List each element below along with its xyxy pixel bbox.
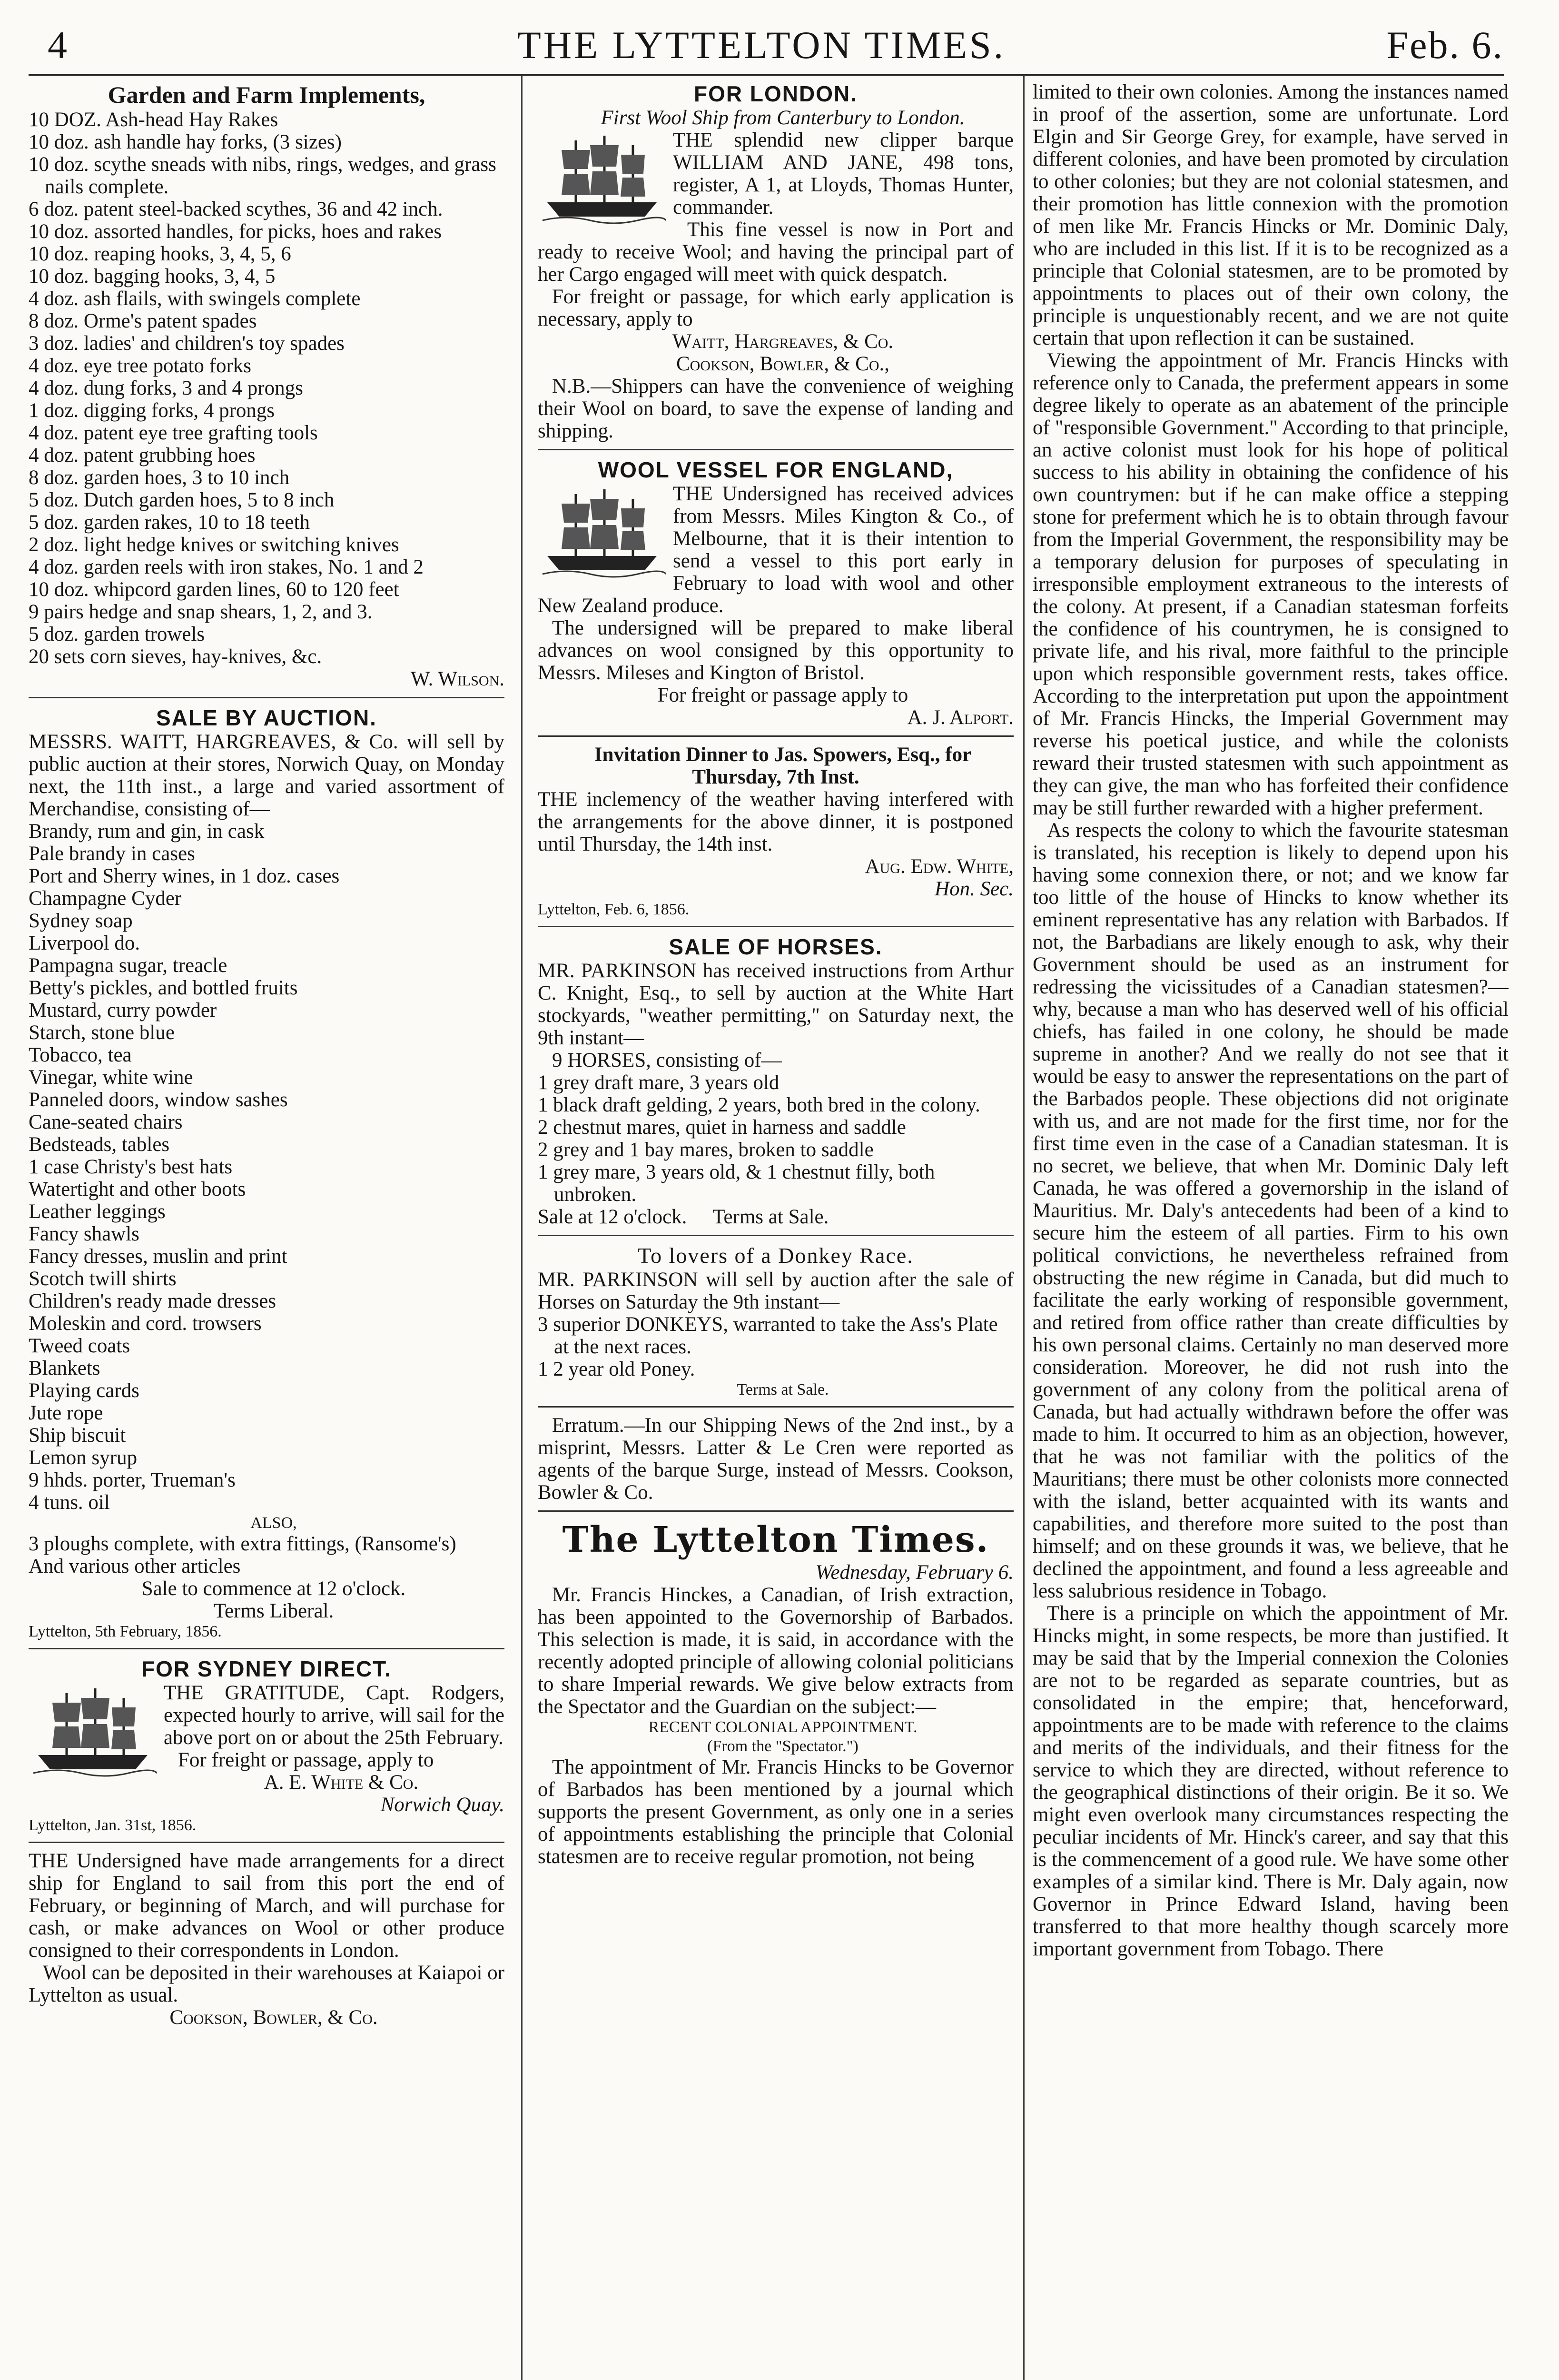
- ship-icon: [538, 485, 666, 580]
- article-paragraph: limited to their own colonies. Among the instances named in proof of the assertion, some are unfortunate. Lord Elgin and Sir George Grey, for example, have served in different colonies, and have been promoted by circulation to other colonies; but they are not colonial statesmen, and their promotion has little connexion with the promotion of men like Mr. Francis Hincks or Mr. Dominic Daly, who are included in this list. If it is to be recognized as a principle that Colonial statesmen, are to be promoted by appointments to places out of their own colony, the principle is unquestionably recent, and we are not quite certain that upon reflection it can be sustained.: [1033, 81, 1509, 349]
- list-item: Bedsteads, tables: [29, 1133, 170, 1156]
- list-item: Moleskin and cord. trowsers: [29, 1312, 262, 1335]
- signature: Cookson, Bowler, & Co.: [169, 2006, 378, 2029]
- ad-body-3: For freight or passage apply to: [657, 684, 908, 706]
- list-item: Fancy shawls: [29, 1223, 139, 1245]
- signature: W. Wilson.: [410, 668, 504, 690]
- agent: Cookson, Bowler, & Co.,: [676, 353, 890, 375]
- ad-heading: SALE OF HORSES.: [669, 934, 883, 959]
- list-item: 10 doz. scythe sneads with nibs, rings, wedges, and grass nails complete.: [29, 153, 496, 198]
- list-item: 4 doz. patent grubbing hoes: [29, 444, 256, 466]
- also-label: ALSO,: [250, 1514, 297, 1532]
- divider: [538, 926, 1014, 927]
- sydney-ad: [29, 1656, 504, 1835]
- dateline: Lyttelton, Jan. 31st, 1856.: [29, 1816, 197, 1834]
- divider: [29, 1648, 504, 1649]
- article-paragraph: Viewing the appointment of Mr. Francis Hincks with reference only to Canada, the preferment appears in some degree likely to operate as an abatement of the principle of "responsible Government." According to that principle, an active colonist must look for his hope of political success to his ability in obtaining the confidence of his own countrymen: but if he can make office a stepping stone for preferment which he is to obtain through favour from the Imperial Government, the responsibility may be a temporary delusion for purposes of speculating in irresponsible employment extraneous to the interests of the colony. At present, if a Canadian statesman forfeits the confidence of his countrymen, he is consigned to private life, and his rival, more faithful to the principle upon which responsible government rests, takes office. According to the interpretation put upon the appointment of Mr. Francis Hincks, the Imperial Government may reverse his poetical justice, and while the colonists reward their trusted statesmen with such appointment as they can give, the man who has forfeited their confidence may be still further rewarded with a higher preferment.: [1033, 349, 1509, 819]
- sale-commence: Sale to commence at 12 o'clock.: [141, 1577, 406, 1600]
- implement-list: [29, 109, 504, 668]
- list-item: 4 tuns. oil: [29, 1491, 110, 1514]
- nameplate: The Lyttelton Times.: [562, 1519, 989, 1560]
- agent: Waitt, Hargreaves, & Co.: [672, 330, 894, 353]
- list-item: Scotch twill shirts: [29, 1268, 177, 1290]
- column-1: [29, 81, 504, 2380]
- ad-heading: FOR LONDON.: [694, 81, 858, 106]
- divider: [29, 697, 504, 698]
- article-paragraph: As respects the colony to which the favourite statesman is translated, his reception is likely to depend upon his having some connexion there, or not; and we know far too little of the house of Hincks to know whether its eminent representative has any relation with Barbados. If not, the Barbadians are likely enough to ask, why their Government should be used as an instrument for redressing the vicissitudes of a Canadian statesmen?—why, because a man who has deserved well of his official chiefs, has failed in one colony, he should be made supreme in another? And we really do not see that it would be easy to answer the representations on the part of the Barbados people. These objections did not originate with us, and are not made for the first time, nor for the first time even in the case of a Canadian statesman. It is no secret, we believe, that when Mr. Dominic Daly left Canada, he was offered a governorship in the island of Mauritius. Mr. Daly's antecedents had been of a kind to secure him the esteem of all parties. Firm to his own political convictions, he nevertheless refrained from obstructing the new régime in Canada, but did much to facilitate the early working of responsible government, and retired from office rather than create difficulties by his own personal claims. Certainly no man deserved more consideration. Moreover, he did not rush into the government of any colony from the political arena of Canada, but had actually withdrawn before the offer was made to him. It occurred to him as an objection, however, that he was not familiar with the politics of the Mauritians; there must be other colonists more connected with the island, better acquainted with its wants and capabilities, and therefore more suited to the post than himself; and on these grounds it was, we believe, that he declined the appointment, and found a less agreeable and less salubrious residence in Tobago.: [1033, 819, 1509, 1602]
- list-item: Lemon syrup: [29, 1447, 138, 1469]
- list-item: 3 superior DONKEYS, warranted to take the Ass's Plate at the next races.: [538, 1313, 998, 1358]
- list-item: 1 case Christy's best hats: [29, 1156, 233, 1178]
- article-subhead: RECENT COLONIAL APPOINTMENT.: [648, 1718, 918, 1736]
- list-item: Leather leggings: [29, 1200, 166, 1223]
- terms: Terms Liberal.: [213, 1600, 334, 1622]
- list-item: 2 chestnut mares, quiet in harness and saddle: [538, 1116, 906, 1139]
- list-item: Jute rope: [29, 1402, 103, 1424]
- ad-body: THE Undersigned has received advices from Messrs. Miles Kington & Co., of Melbourne, that it is their intention to send a vessel to this port early in February to load with wool and other New Zealand produce.: [538, 483, 1014, 617]
- list-item: Port and Sherry wines, in 1 doz. cases: [29, 865, 340, 887]
- list-item: 5 doz. garden trowels: [29, 623, 205, 645]
- divider: [538, 1406, 1014, 1408]
- ship-icon: [538, 131, 666, 226]
- list-item: Tweed coats: [29, 1335, 130, 1357]
- list-item: 1 2 year old Poney.: [538, 1358, 695, 1380]
- list-item: 4 doz. patent eye tree grafting tools: [29, 422, 318, 444]
- ad-body-3: For freight or passage, for which early application is necessary, apply to: [538, 286, 1014, 330]
- list-item: 10 doz. ash handle hay forks, (3 sizes): [29, 131, 342, 153]
- signature-title: Hon. Sec.: [935, 878, 1014, 900]
- donkey-list: [538, 1313, 1014, 1380]
- masthead-rule: [29, 74, 1504, 76]
- divider: [538, 1510, 1014, 1512]
- ad-subheading: First Wool Ship from Canterbury to London.: [601, 107, 965, 129]
- terms: Terms at Sale.: [712, 1206, 829, 1228]
- ad-heading: FOR SYDNEY DIRECT.: [141, 1656, 392, 1681]
- london-ad: [538, 81, 1014, 442]
- wool-vessel-ad: [538, 457, 1014, 729]
- ad-body: THE GRATITUDE, Capt. Rodgers, expected hourly to arrive, will sail for the above port on or about the 25th February.: [164, 1682, 504, 1749]
- list-item: Watertight and other boots: [29, 1178, 246, 1200]
- article-body: The appointment of Mr. Francis Hincks to be Governor of Barbados has been mentioned by a journal which supports the present Government, as only one in a series of appointments establishing the principle that Colonial statesmen are to receive regular promotion, not being: [538, 1756, 1014, 1868]
- also-text-2: And various other articles: [29, 1555, 241, 1577]
- list-item: 10 doz. reaping hooks, 3, 4, 5, 6: [29, 243, 291, 265]
- list-item: Starch, stone blue: [29, 1021, 175, 1044]
- issue-date: Feb. 6.: [1386, 23, 1504, 67]
- list-item: 1 doz. digging forks, 4 prongs: [29, 399, 275, 422]
- list-item: Children's ready made dresses: [29, 1290, 276, 1312]
- signature: Aug. Edw. White,: [865, 855, 1014, 878]
- auction-ad: [29, 705, 504, 1641]
- horse-count: 9 HORSES, consisting of—: [552, 1049, 782, 1071]
- list-item: 10 doz. whipcord garden lines, 60 to 120 feet: [29, 578, 399, 601]
- dateline: Lyttelton, Feb. 6, 1856.: [538, 901, 690, 918]
- ad-heading: WOOL VESSEL FOR ENGLAND,: [598, 457, 954, 482]
- dinner-notice: [538, 744, 1014, 919]
- list-item: 8 doz. Orme's patent spades: [29, 310, 257, 332]
- divider: [29, 1842, 504, 1843]
- list-item: Sydney soap: [29, 910, 133, 932]
- column-3: [1033, 81, 1509, 2380]
- notice-heading: Invitation Dinner to Jas. Spowers, Esq., for Thursday, 7th Inst.: [594, 744, 972, 788]
- sale-time-text: Sale at 12 o'clock.: [538, 1206, 687, 1228]
- page-number: 4: [48, 23, 67, 67]
- undersigned-ad: [29, 1850, 504, 2029]
- list-item: Champagne Cyder: [29, 887, 182, 910]
- divider: [538, 1235, 1014, 1236]
- list-item: 8 doz. garden hoes, 3 to 10 inch: [29, 466, 290, 489]
- editorial: [538, 1518, 1014, 1868]
- editorial-body: Mr. Francis Hinckes, a Canadian, of Irish extraction, has been appointed to the Governorship of Barbados. This selection is made, it is said, in accordance with the recently adopted principle of allowing colonial politicians to share Imperial rewards. We give below extracts from the Spectator and the Guardian on the subject:—: [538, 1584, 1014, 1718]
- list-item: Ship biscuit: [29, 1424, 126, 1447]
- garden-implements-ad: [29, 81, 504, 690]
- list-item: Betty's pickles, and bottled fruits: [29, 977, 298, 999]
- list-item: 9 hhds. porter, Trueman's: [29, 1469, 236, 1491]
- erratum-text: Erratum.—In our Shipping News of the 2nd inst., by a misprint, Messrs. Latter & Le Cren were reported as agents of the barque Surge, instead of Messrs. Cookson, Bowler & Co.: [538, 1414, 1014, 1504]
- list-item: Liverpool do.: [29, 932, 140, 954]
- freight-text: For freight or passage, apply to: [178, 1749, 434, 1771]
- list-item: Cane-seated chairs: [29, 1111, 183, 1133]
- ad-body-2: This fine vessel is now in Port and ready to receive Wool; and having the principal part of her Cargo engaged will meet with quick despatch.: [538, 218, 1014, 286]
- horses-ad: [538, 934, 1014, 1228]
- column-2: [538, 81, 1014, 2380]
- list-item: Brandy, rum and gin, in cask: [29, 820, 265, 843]
- list-item: 6 doz. patent steel-backed scythes, 36 and 42 inch.: [29, 198, 443, 220]
- merchandise-list: [29, 820, 504, 1514]
- donkey-ad: [538, 1243, 1014, 1399]
- list-item: 5 doz. Dutch garden hoes, 5 to 8 inch: [29, 489, 335, 511]
- list-item: 4 doz. eye tree potato forks: [29, 355, 252, 377]
- terms: Terms at Sale.: [737, 1381, 829, 1398]
- list-item: 2 grey and 1 bay mares, broken to saddle: [538, 1139, 874, 1161]
- list-item: 10 doz. bagging hooks, 3, 4, 5: [29, 265, 276, 288]
- also-text: 3 ploughs complete, with extra fittings, (Ransome's): [29, 1533, 456, 1555]
- ad-body: MR. PARKINSON will sell by auction after the sale of Horses on Saturday the 9th instant—: [538, 1269, 1014, 1313]
- list-item: 9 pairs hedge and snap shears, 1, 2, and 3.: [29, 601, 373, 623]
- nota-bene: N.B.—Shippers can have the convenience of weighing their Wool on board, to save the expense of landing and shipping.: [538, 375, 1014, 442]
- list-item: 1 grey mare, 3 years old, & 1 chestnut filly, both unbroken.: [538, 1161, 935, 1206]
- ad-body: MR. PARKINSON has received instructions from Arthur C. Knight, Esq., to sell by auction at the White Hart stockyards, "weather permitting," on Saturday next, the 9th instant—: [538, 960, 1014, 1049]
- dateline: Lyttelton, 5th February, 1856.: [29, 1623, 222, 1640]
- list-item: 10 doz. assorted handles, for picks, hoes and rakes: [29, 220, 442, 243]
- list-item: Mustard, curry powder: [29, 999, 217, 1021]
- list-item: Blankets: [29, 1357, 100, 1379]
- list-item: Vinegar, white wine: [29, 1066, 193, 1089]
- list-item: Pale brandy in cases: [29, 843, 195, 865]
- horse-list: [538, 1071, 1014, 1206]
- list-item: 5 doz. garden rakes, 10 to 18 teeth: [29, 511, 310, 534]
- column-divider: [521, 76, 523, 2380]
- ad-body-2: Wool can be deposited in their warehouses at Kaiapoi or Lyttelton as usual.: [29, 1962, 504, 2006]
- notice-body: THE inclemency of the weather having interfered with the arrangements for the above dinner, it is postponed until Thursday, the 14th inst.: [538, 788, 1014, 855]
- list-item: 20 sets corn sieves, hay-knives, &c.: [29, 645, 322, 668]
- ad-heading: Garden and Farm Implements,: [108, 81, 425, 108]
- list-item: 10 DOZ. Ash-head Hay Rakes: [29, 109, 278, 131]
- ad-body: MESSRS. WAITT, HARGREAVES, & Co. will sell by public auction at their stores, Norwich Quay, on Monday next, the 11th inst., a large and varied assortment of Merchandise, consisting of—: [29, 731, 504, 820]
- divider: [538, 449, 1014, 450]
- list-item: 4 doz. ash flails, with swingels complete: [29, 288, 361, 310]
- ship-icon: [29, 1684, 157, 1779]
- ad-body-2: The undersigned will be prepared to make liberal advances on wool consigned by this opportunity to Messrs. Mileses and Kington of Bristol.: [538, 617, 1014, 684]
- article-paragraph: There is a principle on which the appointment of Mr. Hincks might, in some respects, be more than justified. It may be said that by the Imperial connexion the Colonies are not to be regarded as separate countries, but as consolidated in the empire; that, henceforward, appointments are to be made with reference to the claims and merits of the individuals, and their fitness for the service to which they are directed, without reference to the geographical distinctions of their origin. Be it so. We might even overlook many circumstances respecting the peculiar incidents of Mr. Hinck's career, and say that this is the commencement of a good rule. We have some other examples of a similar kind. There is Mr. Daly again, now Governor in Prince Edward Island, having been transferred to that more healthy though scarcely more important government from Tobago. There: [1033, 1602, 1509, 1960]
- list-item: 2 doz. light hedge knives or switching knives: [29, 534, 399, 556]
- article-source: (From the "Spectator."): [707, 1737, 858, 1755]
- sale-time: [538, 1206, 1014, 1228]
- list-item: Pampagna sugar, treacle: [29, 954, 227, 977]
- editorial-date: Wednesday, February 6.: [815, 1561, 1014, 1584]
- erratum: [538, 1414, 1014, 1504]
- agent-place: Norwich Quay.: [380, 1794, 504, 1816]
- divider: [538, 735, 1014, 737]
- ad-heading: To lovers of a Donkey Race.: [638, 1243, 914, 1268]
- list-item: 4 doz. dung forks, 3 and 4 prongs: [29, 377, 303, 399]
- agent: A. E. White & Co.: [264, 1771, 419, 1794]
- column-divider: [1023, 76, 1025, 2380]
- list-item: 4 doz. garden reels with iron stakes, No. 1 and 2: [29, 556, 424, 578]
- list-item: 1 grey draft mare, 3 years old: [538, 1071, 780, 1094]
- ad-body: THE Undersigned have made arrangements for a direct ship for England to sail from this port the end of February, or beginning of March, and will purchase for cash, or make advances on Wool or other produce consigned to their correspondents in London.: [29, 1850, 504, 1962]
- list-item: 3 doz. ladies' and children's toy spades: [29, 332, 345, 355]
- masthead: [19, 19, 1504, 71]
- ad-body: THE splendid new clipper barque WILLIAM AND JANE, 498 tons, register, A 1, at Lloyds, Thomas Hunter, commander.: [673, 129, 1014, 218]
- list-item: Tobacco, tea: [29, 1044, 132, 1066]
- list-item: 1 black draft gelding, 2 years, both bred in the colony.: [538, 1094, 980, 1116]
- signature: A. J. Alport.: [907, 706, 1014, 729]
- ad-heading: SALE BY AUCTION.: [156, 705, 377, 730]
- list-item: Playing cards: [29, 1379, 139, 1402]
- newspaper-title: THE LYTTELTON TIMES.: [517, 23, 1006, 67]
- list-item: Fancy dresses, muslin and print: [29, 1245, 287, 1268]
- list-item: Panneled doors, window sashes: [29, 1089, 288, 1111]
